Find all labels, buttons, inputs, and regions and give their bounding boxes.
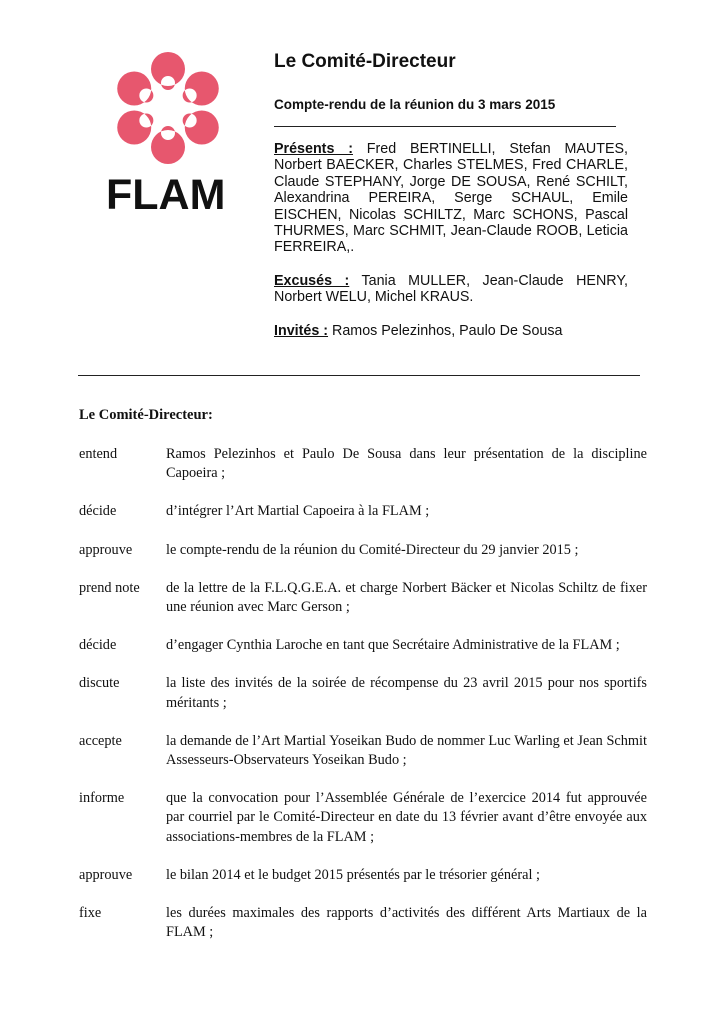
presents-label: Présents : xyxy=(274,141,353,157)
flower-icon xyxy=(104,46,232,174)
decision-item xyxy=(79,904,647,942)
flam-logo xyxy=(104,46,232,226)
decision-text: d’intégrer l’Art Martial Capoeira à la FLAM ; xyxy=(166,503,430,520)
flower-petal xyxy=(183,111,219,145)
logo-text: FLAM xyxy=(106,171,226,219)
decision-item xyxy=(79,541,647,560)
invites-list: Ramos Pelezinhos, Paulo De Sousa xyxy=(328,322,563,339)
divider xyxy=(274,120,616,127)
decision-text: la liste des invités de la soirée de récompense du 23 avril 2015 pour nos sportifs méritants ; xyxy=(166,675,647,711)
excuses-label: Excusés : xyxy=(274,272,350,289)
invites-label: Invités : xyxy=(274,322,329,339)
excuses-paragraph xyxy=(274,273,628,306)
decision-item xyxy=(79,502,647,521)
section-divider xyxy=(78,375,640,376)
section-heading: Le Comité-Directeur: xyxy=(79,407,213,423)
flower-petal xyxy=(151,126,185,164)
decision-item xyxy=(79,789,647,847)
decision-verb: approuve xyxy=(79,866,133,883)
flower-petal xyxy=(117,72,153,106)
decision-verb: décide xyxy=(79,503,117,520)
decision-item xyxy=(79,445,647,483)
page-title: Le Comité-Directeur xyxy=(274,51,456,72)
decision-verb: décide xyxy=(79,637,117,654)
decision-item xyxy=(79,866,647,885)
header-block xyxy=(274,50,628,339)
decision-verb: prend note xyxy=(79,579,140,596)
decision-verb: entend xyxy=(79,446,118,462)
decision-verb: informe xyxy=(79,790,125,807)
flower-petal xyxy=(151,52,185,90)
decision-text: la demande de l’Art Martial Yoseikan Budo de nommer Luc Warling et Jean Schmit Assesseurs-Observateurs Yoseikan Budo ; xyxy=(166,732,647,769)
decision-text: le bilan 2014 et le budget 2015 présentés par le trésorier général ; xyxy=(166,866,540,883)
decision-text: d’engager Cynthia Laroche en tant que Secrétaire Administrative de la FLAM ; xyxy=(166,637,620,654)
decision-text: les durées maximales des rapports d’activités des différent Arts Martiaux de la FLAM ; xyxy=(166,905,647,941)
decision-verb: approuve xyxy=(79,541,133,558)
decision-verb: accepte xyxy=(79,732,122,749)
decision-item xyxy=(79,674,647,712)
decision-verb: fixe xyxy=(79,905,102,922)
presents-list: Fred BERTINELLI, Stefan MAUTES, Norbert BAECKER, Charles STELMES, Fred CHARLE, Claude STEPHANY, Jorge DE SOUSA, René SCHILT, Alexandrina PEREIRA, Serge SCHAUL, Emile EISCHEN, Nicolas SCHILTZ, Marc SCHONS, Pascal THURMES, Marc SCHMIT, Jean-Claude ROOB, Leticia FERREIRA,. xyxy=(274,141,628,256)
decision-item xyxy=(79,579,647,617)
decision-text: que la convocation pour l’Assemblée Générale de l’exercice 2014 fut approuvée par courriel par le Comité-Directeur en date du 13 février avant d’être envoyée aux associations-membres de la FLAM ; xyxy=(166,790,647,845)
meeting-subtitle: Compte-rendu de la réunion du 3 mars 2015 xyxy=(274,97,556,112)
flower-petal xyxy=(117,111,153,145)
decision-item xyxy=(79,732,647,770)
decision-text: Ramos Pelezinhos et Paulo De Sousa dans leur présentation de la discipline Capoeira ; xyxy=(166,446,647,482)
decision-text: de la lettre de la F.L.Q.G.E.A. et charge Norbert Bäcker et Nicolas Schiltz de fixer une réunion avec Marc Gerson ; xyxy=(166,579,647,616)
decision-verb: discute xyxy=(79,675,120,692)
decision-list xyxy=(79,445,647,961)
decision-item xyxy=(79,636,647,655)
invites-paragraph xyxy=(274,323,628,339)
flower-petal xyxy=(183,72,219,106)
presents-paragraph xyxy=(274,141,628,256)
decision-text: le compte-rendu de la réunion du Comité-Directeur du 29 janvier 2015 ; xyxy=(166,541,579,558)
excuses-list: Tania MULLER, Jean-Claude HENRY, Norbert WELU, Michel KRAUS. xyxy=(274,272,629,306)
